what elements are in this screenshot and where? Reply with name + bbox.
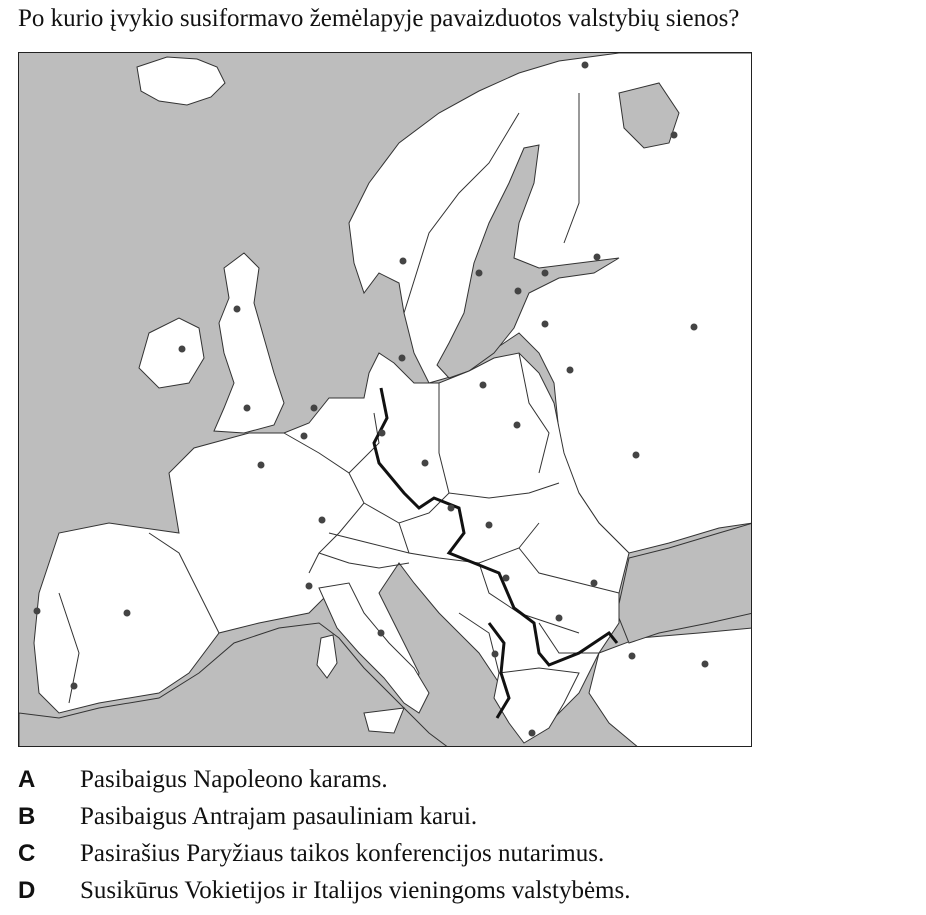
- capital-dot: [633, 452, 640, 459]
- capital-dot: [591, 580, 598, 587]
- option-text: Pasirašius Paryžiaus taikos konferencijos nutarimus.: [80, 840, 605, 867]
- capital-dot: [492, 651, 499, 658]
- capital-dot: [480, 382, 487, 389]
- capital-dot: [422, 460, 429, 467]
- capital-dot: [476, 270, 483, 277]
- capital-dot: [514, 422, 521, 429]
- capital-dot: [542, 321, 549, 328]
- capital-dot: [400, 258, 407, 265]
- capital-dot: [379, 430, 386, 437]
- capital-dot: [258, 462, 265, 469]
- capital-dot: [124, 610, 131, 617]
- option-b[interactable]: [0, 800, 926, 837]
- option-text: Pasibaigus Antrajam pasauliniam karui.: [80, 803, 478, 830]
- option-a[interactable]: [0, 763, 926, 800]
- capital-dot: [486, 522, 493, 529]
- capital-dot: [71, 683, 78, 690]
- option-d[interactable]: [0, 874, 926, 911]
- capital-dot: [448, 505, 455, 512]
- capital-dot: [542, 270, 549, 277]
- capital-dot: [301, 433, 308, 440]
- option-c[interactable]: [0, 837, 926, 874]
- capital-dot: [306, 583, 313, 590]
- option-letter: C: [18, 840, 36, 867]
- option-text: Susikūrus Vokietijos ir Italijos vieningoms valstybėms.: [80, 877, 631, 904]
- capital-dot: [34, 608, 41, 615]
- capital-dot: [503, 575, 510, 582]
- capital-dot: [529, 730, 536, 737]
- capital-dot: [691, 324, 698, 331]
- capital-dot: [311, 405, 318, 412]
- capital-dot: [582, 62, 589, 69]
- capital-dot: [378, 630, 385, 637]
- option-letter: B: [18, 803, 36, 830]
- capital-dot: [671, 132, 678, 139]
- option-letter: A: [18, 766, 36, 793]
- capital-dot: [702, 661, 709, 668]
- option-letter: D: [18, 877, 36, 904]
- capital-dot: [567, 367, 574, 374]
- capital-dot: [515, 288, 522, 295]
- capital-dot: [629, 653, 636, 660]
- capital-dot: [234, 306, 241, 313]
- capital-dot: [399, 355, 406, 362]
- capital-dot: [594, 254, 601, 261]
- europe-map: [18, 52, 752, 747]
- capital-dot: [556, 615, 563, 622]
- question-text: Po kurio įvykio susiformavo žemėlapyje pavaizduotos valstybių sienos?: [18, 5, 740, 32]
- option-text: Pasibaigus Napoleono karams.: [80, 766, 388, 793]
- capital-dot: [179, 346, 186, 353]
- capital-dot: [244, 405, 251, 412]
- answer-options: [0, 763, 926, 911]
- capital-dot: [319, 517, 326, 524]
- europe-map-svg: [19, 53, 752, 747]
